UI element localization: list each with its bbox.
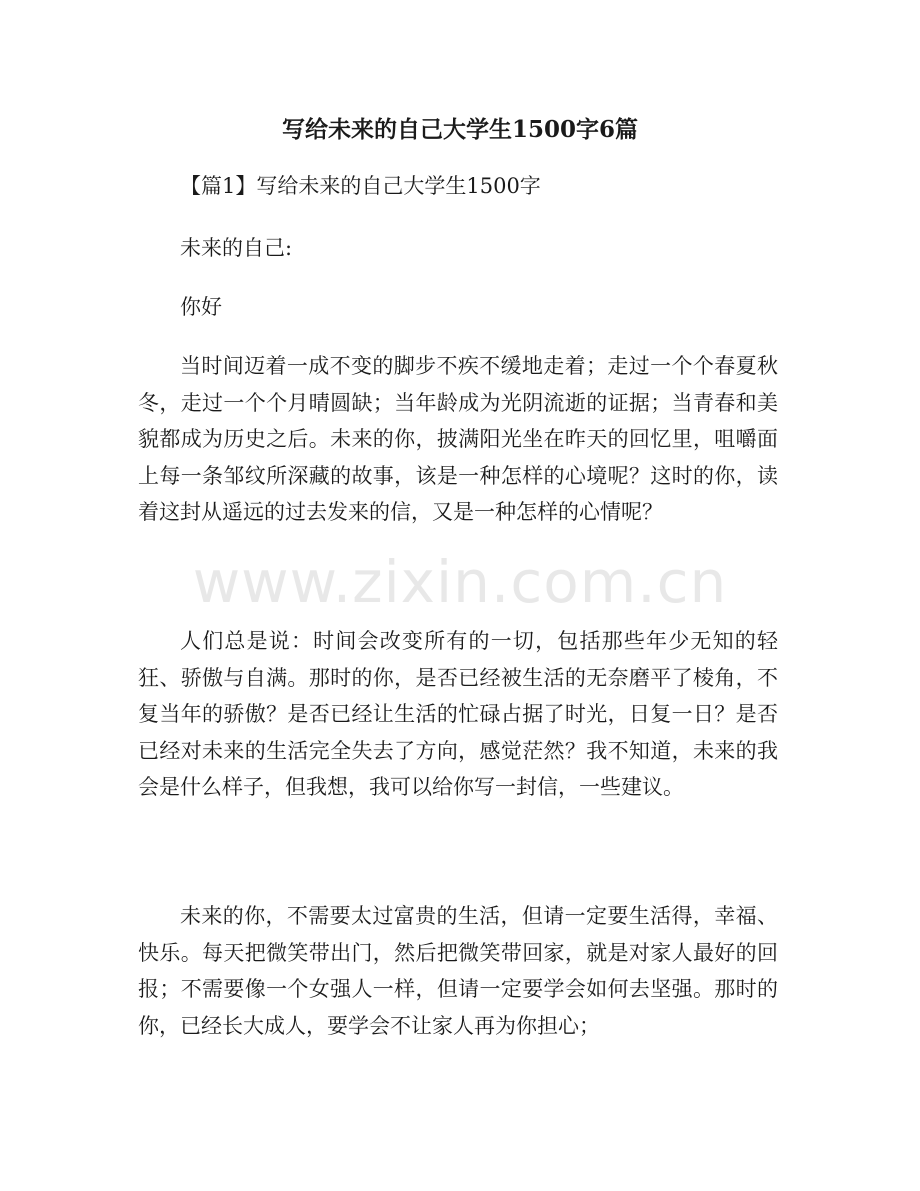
- body-paragraph-1: 当时间迈着一成不变的脚步不疾不缓地走着；走过一个个春夏秋冬，走过一个个月晴圆缺；当年龄成为光阴流逝的证据；当青春和美貌都成为历史之后。未来的你，披满阳光坐在昨天的回忆里，咀嚼面上每一条邹纹所深藏的故事，该是一种怎样的心境呢？这时的你，读着这封从遥远的过去发来的信，又是一种怎样的心情呢？: [138, 354, 778, 524]
- letter-greeting: 你好: [180, 295, 222, 319]
- site-watermark: www.zixin.com.cn: [192, 548, 728, 616]
- letter-salutation: 未来的自己:: [180, 236, 293, 260]
- body-paragraph-3: 未来的你，不需要太过富贵的生活，但请一定要生活得，幸福、快乐。每天把微笑带出门，然后把微笑带回家，就是对家人最好的回报；不需要像一个女强人一样，但请一定要学会如何去坚强。那时的你，已经长大成人，要学会不让家人再为你担心；: [138, 904, 778, 1038]
- document-title: 写给未来的自己大学生1500字6篇: [281, 116, 639, 143]
- body-paragraph-2: 人们总是说：时间会改变所有的一切，包括那些年少无知的轻狂、骄傲与自满。那时的你，是否已经被生活的无奈磨平了棱角，不复当年的骄傲？是否已经让生活的忙碌占据了时光，日复一日？是否已经对未来的生活完全失去了方向，感觉茫然？我不知道，未来的我会是什么样子，但我想，我可以给你写一封信，一些建议。: [138, 629, 778, 799]
- section-heading: 【篇1】写给未来的自己大学生1500字: [180, 174, 541, 198]
